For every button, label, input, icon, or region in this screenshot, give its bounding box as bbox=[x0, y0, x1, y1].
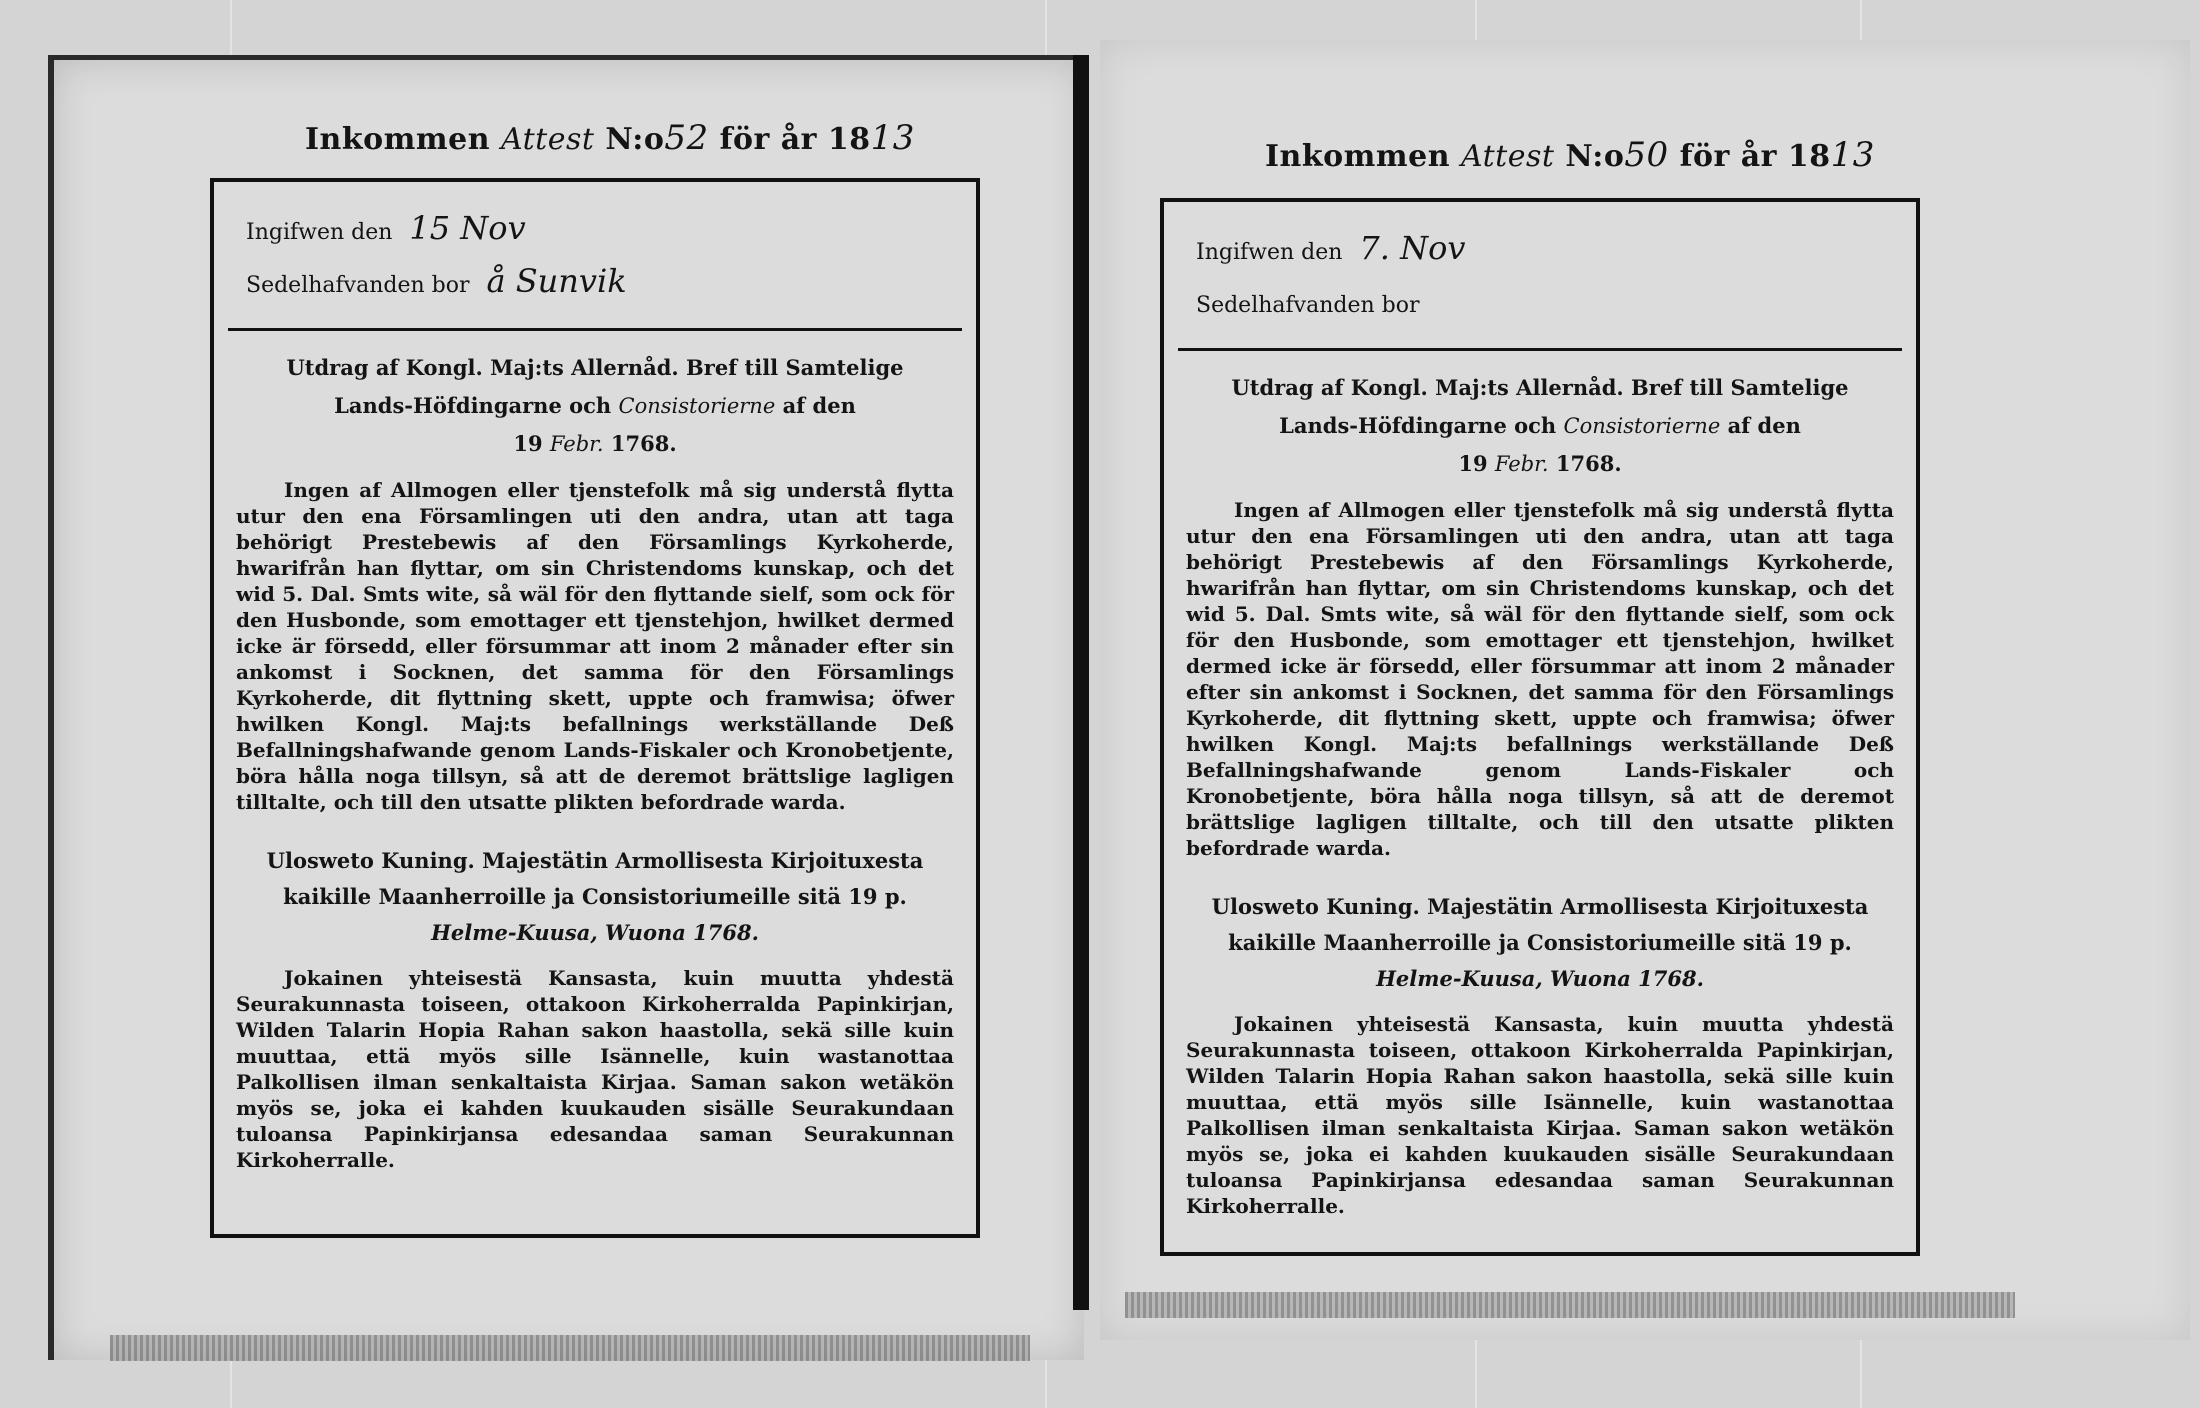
ingifwen-row bbox=[1196, 224, 1884, 277]
finnish-body: Jokainen yhteisestä Kansasta, kuin muutta yhdestä Seurakunnasta toiseen, ottakoon Kirkoherralda Papinkirjan, Wilden Talarin Hopia Rahan sakon haastolla, sekä sille kuin muuttaa, että myös sille Isännelle, kuin wastanottaa Palkollisen ilman senkaltaista Kirjaa. Saman sakon wetäkön myös se, joka ei kahden kuukauden sisälle Seurakundaan tuloansa Papinkirjansa edesandaa saman Seurakunnan Kirkoherralle. bbox=[1186, 1012, 1894, 1218]
header-year-prefix: för år 18 bbox=[1679, 139, 1831, 174]
header-no-label: N:o bbox=[605, 122, 665, 157]
finnish-title bbox=[236, 843, 954, 951]
header-year-prefix: för år 18 bbox=[719, 122, 871, 157]
certificate-fields bbox=[1178, 216, 1902, 351]
finnish-title bbox=[1186, 889, 1894, 997]
swedish-title bbox=[1186, 369, 1894, 483]
header-year-suffix: 13 bbox=[1830, 135, 1875, 175]
certificate-left bbox=[210, 178, 980, 1238]
sedel-value: å Sunvik bbox=[486, 262, 627, 300]
ingifwen-label: Ingifwen den bbox=[1196, 240, 1343, 265]
swedish-title-line-1: Utdrag af Kongl. Maj:ts Allernåd. Bref till Samtelige bbox=[286, 355, 904, 380]
bottom-smudge-left bbox=[110, 1335, 1030, 1361]
ingifwen-value: 7. Nov bbox=[1359, 229, 1466, 267]
header-left bbox=[305, 118, 915, 158]
swedish-title-3b: Febr. bbox=[549, 432, 604, 456]
swedish-title-line-2 bbox=[236, 387, 954, 425]
swedish-title-line-1: Utdrag af Kongl. Maj:ts Allernåd. Bref till Samtelige bbox=[1231, 375, 1849, 400]
certificate-right bbox=[1160, 198, 1920, 1256]
header-prefix: Inkommen bbox=[1265, 139, 1451, 174]
ingifwen-row bbox=[246, 204, 944, 257]
swedish-title-2a: Lands-Höfdingarne och bbox=[1279, 413, 1557, 438]
header-attest: Attest bbox=[1460, 139, 1555, 174]
certificate-fields bbox=[228, 196, 962, 331]
bottom-smudge-right bbox=[1125, 1292, 2015, 1318]
ingifwen-value: 15 Nov bbox=[409, 209, 526, 247]
swedish-title bbox=[236, 349, 954, 463]
header-right bbox=[1265, 135, 1875, 175]
swedish-title-line-3 bbox=[1186, 445, 1894, 483]
finnish-title-line-1: Ulosweto Kuning. Majestätin Armollisesta Kirjoituxesta bbox=[266, 848, 924, 873]
finnish-title-line-3: Helme-Kuusa, Wuona 1768. bbox=[1376, 966, 1704, 991]
header-attest: Attest bbox=[500, 122, 595, 157]
swedish-body: Ingen af Allmogen eller tjenstefolk må sig understå flytta utur den ena Församlingen uti den andra, utan att taga behörigt Prestebewis af den Församlings Kyrkoherde, hwarifrån han flyttar, om sin Christendoms kunskap, och det wid 5. Dal. Smts wite, så wäl för den flyttande sielf, som ock för den Husbonde, som emottager ett tjenstehjon, hwilket dermed icke är försedd, eller försummar att inom 2 månader efter sin ankomst i Socknen, det samma för den Församlings Kyrkoherde, dit flyttning skett, uppte och framwisa; öfwer hwilken Kongl. Maj:ts befallnings werkställande Deß Befallningshafwande genom Lands-Fiskaler och Kronobetjente, böra hålla noga tillsyn, så att de deremot brättslige lagligen tilltalte, och till den utsatte plikten befordrade warda. bbox=[1186, 498, 1894, 860]
ingifwen-label: Ingifwen den bbox=[246, 220, 393, 245]
finnish-title-line-2: kaikille Maanherroille ja Consistoriumeille sitä 19 p. bbox=[283, 884, 907, 909]
swedish-title-2b: Consistorierne bbox=[1563, 414, 1721, 438]
swedish-title-2c: af den bbox=[1727, 413, 1801, 438]
header-year-suffix: 13 bbox=[870, 118, 915, 158]
swedish-title-3c: 1768. bbox=[1555, 451, 1622, 476]
swedish-title-2c: af den bbox=[782, 393, 856, 418]
finnish-title-line-2: kaikille Maanherroille ja Consistoriumeille sitä 19 p. bbox=[1228, 930, 1852, 955]
header-no-label: N:o bbox=[1565, 139, 1625, 174]
sedel-row bbox=[1196, 277, 1884, 330]
swedish-title-3c: 1768. bbox=[610, 431, 677, 456]
sedel-label: Sedelhafvanden bor bbox=[1196, 293, 1420, 318]
finnish-title-line-3: Helme-Kuusa, Wuona 1768. bbox=[431, 920, 759, 945]
header-number: 52 bbox=[664, 118, 709, 158]
sedel-label: Sedelhafvanden bor bbox=[246, 273, 470, 298]
swedish-title-3a: 19 bbox=[1458, 451, 1488, 476]
sedel-row bbox=[246, 257, 944, 310]
page-spine bbox=[1073, 55, 1089, 1310]
swedish-title-3a: 19 bbox=[513, 431, 543, 456]
swedish-title-line-2 bbox=[1186, 407, 1894, 445]
swedish-title-3b: Febr. bbox=[1494, 452, 1549, 476]
header-prefix: Inkommen bbox=[305, 122, 491, 157]
header-number: 50 bbox=[1624, 135, 1669, 175]
swedish-title-2a: Lands-Höfdingarne och bbox=[334, 393, 612, 418]
finnish-title-line-1: Ulosweto Kuning. Majestätin Armollisesta Kirjoituxesta bbox=[1211, 894, 1869, 919]
finnish-body: Jokainen yhteisestä Kansasta, kuin muutta yhdestä Seurakunnasta toiseen, ottakoon Kirkoherralda Papinkirjan, Wilden Talarin Hopia Rahan sakon haastolla, sekä sille kuin muuttaa, että myös sille Isännelle, kuin wastanottaa Palkollisen ilman senkaltaista Kirjaa. Saman sakon wetäkön myös se, joka ei kahden kuukauden sisälle Seurakundaan tuloansa Papinkirjansa edesandaa saman Seurakunnan Kirkoherralle. bbox=[236, 966, 954, 1172]
swedish-title-line-3 bbox=[236, 425, 954, 463]
swedish-body: Ingen af Allmogen eller tjenstefolk må sig understå flytta utur den ena Församlingen uti den andra, utan att taga behörigt Prestebewis af den Församlings Kyrkoherde, hwarifrån han flyttar, om sin Christendoms kunskap, och det wid 5. Dal. Smts wite, så wäl för den flyttande sielf, som ock för den Husbonde, som emottager ett tjenstehjon, hwilket dermed icke är försedd, eller försummar att inom 2 månader efter sin ankomst i Socknen, det samma för den Församlings Kyrkoherde, dit flyttning skett, uppte och framwisa; öfwer hwilken Kongl. Maj:ts befallnings werkställande Deß Befallningshafwande genom Lands-Fiskaler och Kronobetjente, böra hålla noga tillsyn, så att de deremot brättslige lagligen tilltalte, och till den utsatte plikten befordrade warda. bbox=[236, 478, 954, 814]
swedish-title-2b: Consistorierne bbox=[618, 394, 776, 418]
